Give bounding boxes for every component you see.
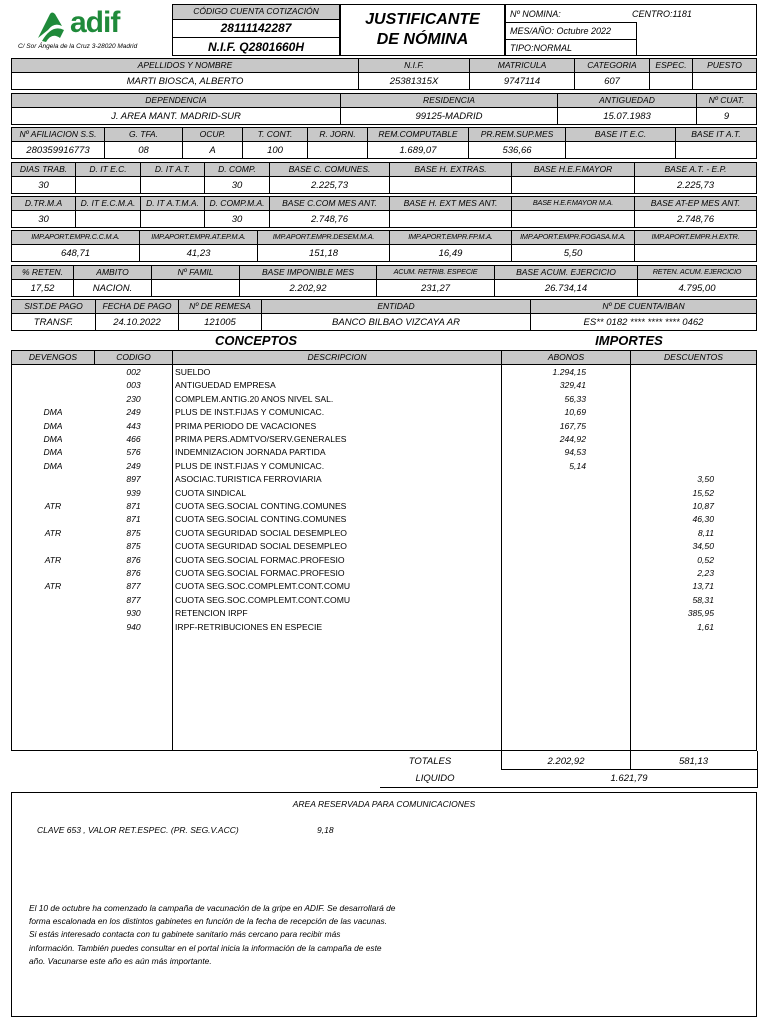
employee-espec (649, 72, 693, 90)
contributions-value: 151,18 (257, 244, 390, 262)
affiliation-value (675, 141, 757, 159)
totals-label: TOTALES (408, 756, 452, 767)
codigo-cell: 002 (126, 367, 141, 377)
table-row (0, 433, 768, 447)
devengo-cell: DMA (43, 407, 63, 418)
codigo-cell: 576 (126, 447, 141, 458)
employee-puesto (692, 72, 757, 90)
table-row (0, 393, 768, 407)
table-row (0, 460, 768, 474)
abono-cell: 1.294,15 (552, 367, 586, 377)
payment-header: FECHA DE PAGO (95, 299, 179, 314)
title-line1: JUSTIFICANTE (365, 11, 480, 28)
codigo-cell: 249 (126, 407, 141, 418)
retention-header: Nº FAMIL (151, 265, 240, 280)
abono-cell: 56,33 (564, 393, 586, 404)
days-value: 30 (204, 176, 270, 194)
message-line: Si estás interesado contacta con tu gabinete sanitario más cercano para recibir más (29, 929, 341, 940)
days-header: BASE H.E.F.MAYOR (511, 162, 635, 177)
retention-value: 26.734,14 (494, 279, 638, 297)
retention-header: BASE IMPONIBLE MES (239, 265, 377, 280)
descuento-cell: 0,52 (697, 554, 714, 565)
payment-header: SIST.DE PAGO (11, 299, 96, 314)
header-matricula: MATRICULA (469, 58, 575, 73)
affiliation-header: G. TFA. (104, 127, 183, 142)
document-title (340, 4, 505, 56)
contributions-header: IMP.APORT.EMPR.FP.M.A. (389, 230, 512, 245)
codigo-cell: 443 (126, 420, 141, 431)
header-nif: N.I.F. (358, 58, 470, 73)
descripcion-cell: IRPF-RETRIBUCIONES EN ESPECIE (175, 621, 323, 632)
affiliation-header: R. JORN. (307, 127, 368, 142)
quote-account-label: CÓDIGO CUENTA COTIZACIÓN (173, 5, 339, 20)
affiliation-value: 08 (104, 141, 183, 159)
days_ma-header: D.TR.M.A (11, 196, 76, 211)
days-header: BASE A.T. - E.P. (634, 162, 757, 177)
affiliation-header: BASE IT E.C. (565, 127, 676, 142)
table-row (0, 406, 768, 420)
contributions-value (634, 244, 757, 262)
days-value: 2.225,73 (634, 176, 757, 194)
days_ma-value: 2.748,76 (634, 210, 757, 228)
contributions-value: 41,23 (139, 244, 258, 262)
header-antiguedad: ANTIGUEDAD (557, 93, 697, 108)
days_ma-header: BASE AT-EP MES ANT. (634, 196, 757, 211)
descuento-cell: 8,11 (697, 527, 714, 538)
descripcion-cell: CUOTA SEG.SOCIAL FORMAC.PROFESIO (175, 568, 345, 578)
devengo-cell: ATR (44, 501, 62, 511)
codigo-cell: 939 (126, 487, 141, 498)
payment-value: 121005 (178, 313, 262, 331)
affiliation-value (307, 141, 368, 159)
codigo-cell: 871 (126, 514, 141, 525)
company-address: C/ Sor Ángela de la Cruz 3-28020 Madrid (18, 43, 138, 50)
communications-title: AREA RESERVADA PARA COMUNICACIONES (292, 799, 476, 809)
clave-value: 9,18 (317, 825, 334, 835)
payroll-info-box (505, 4, 757, 56)
retention-value: 4.795,00 (637, 279, 757, 297)
contributions-header: IMP.APORT.EMPR.AT.EP.M.A. (139, 230, 258, 245)
codigo-cell: 249 (126, 460, 141, 471)
table-row (0, 621, 768, 635)
descuento-cell: 15,52 (692, 487, 714, 498)
table-row (0, 513, 768, 527)
contributions-section (11, 230, 757, 263)
table-row (0, 473, 768, 487)
employee-name: MARTI BIOSCA, ALBERTO (11, 72, 359, 90)
affiliation-header: REM.COMPUTABLE (367, 127, 469, 142)
affiliation-value: 280359916773 (11, 141, 105, 159)
total-abonos: 2.202,92 (547, 756, 585, 767)
employee-matricula: 9747114 (469, 72, 575, 90)
residencia-value: 99125-MADRID (340, 107, 558, 125)
header-dependencia: DEPENDENCIA (11, 93, 341, 108)
payment-value: ES** 0182 **** **** **** 0462 (530, 313, 757, 331)
clave-line: CLAVE 653 , VALOR RET.ESPEC. (PR. SEG.V.ACC) (37, 825, 239, 835)
days-header: D. COMP. (204, 162, 270, 177)
campaign-message (29, 902, 395, 968)
table-row (0, 580, 768, 594)
descripcion-cell: CUOTA SEG.SOC.COMPLEMT.CONT.COMU (175, 581, 351, 592)
table-row (0, 527, 768, 541)
affiliation-value: 536,66 (468, 141, 566, 159)
days-header: D. IT A.T. (140, 162, 205, 177)
table-row (0, 446, 768, 460)
descuento-cell: 13,71 (692, 581, 714, 592)
liquido-value: 1.621,79 (610, 773, 648, 784)
contributions-header: IMP.APORT.EMPR.C.C.M.A. (11, 230, 140, 245)
employee-section (11, 58, 757, 90)
antiguedad-value: 15.07.1983 (557, 107, 697, 125)
days_ma-value (140, 210, 205, 228)
table-row (0, 366, 768, 380)
days_ma-header: BASE C.COM MES ANT. (269, 196, 390, 211)
employee-categoria: 607 (574, 72, 650, 90)
message-line: información. También puedes consultar en el portal inicia la información de la campaña de este (29, 942, 382, 953)
title-line2: DE NÓMINA (376, 31, 469, 48)
payment-value: BANCO BILBAO VIZCAYA AR (261, 313, 531, 331)
codigo-cell: 230 (126, 393, 141, 404)
amounts-title: IMPORTES (595, 333, 663, 348)
descripcion-cell: INDEMNIZACION JORNADA PARTIDA (175, 447, 326, 458)
abono-cell: 94,53 (564, 447, 586, 458)
codigo-cell: 871 (126, 501, 141, 511)
communications-box (11, 792, 757, 1017)
codigo-cell: 003 (126, 380, 141, 391)
descripcion-cell: CUOTA SEGURIDAD SOCIAL DESEMPLEO (175, 527, 347, 538)
days_ma-section (11, 196, 757, 229)
days-value (140, 176, 205, 194)
descripcion-cell: PRIMA PERS.ADMTVO/SERV.GENERALES (175, 434, 347, 444)
descuento-cell: 58,31 (692, 594, 714, 605)
table-row (0, 554, 768, 568)
affiliation-header: BASE IT A.T. (675, 127, 757, 142)
abono-cell: 244,92 (559, 434, 586, 444)
affiliation-value: A (182, 141, 243, 159)
affiliation-header: T. CONT. (242, 127, 308, 142)
payment-value: TRANSF. (11, 313, 96, 331)
retention-section (11, 265, 757, 298)
codigo-cell: 877 (126, 594, 141, 605)
company-nif: N.I.F. Q2801660H (207, 40, 305, 54)
total-descuentos: 581,13 (678, 756, 709, 767)
descripcion-cell: PLUS DE INST.FIJAS Y COMUNICAC. (175, 407, 325, 418)
days_ma-header: BASE H.E.F.MAYOR M.A. (511, 196, 635, 211)
descripcion-cell: ANTIGUEDAD EMPRESA (175, 380, 276, 391)
contributions-value: 5,50 (511, 244, 635, 262)
affiliation-value: 1.689,07 (367, 141, 469, 159)
table-row (0, 487, 768, 501)
contributions-header: IMP.APORT.EMPR.H.EXTR. (634, 230, 757, 245)
abono-cell: 167,75 (559, 420, 586, 431)
descuento-cell: 10,87 (692, 501, 714, 511)
payment-header: ENTIDAD (261, 299, 531, 314)
table-row (0, 379, 768, 393)
retention-value: 17,52 (11, 279, 74, 297)
table-row (0, 567, 768, 581)
centro-label: CENTRO:1181 (632, 9, 692, 19)
employee-nif: 25381315X (358, 72, 470, 90)
col-devengos: DEVENGOS (11, 350, 95, 365)
retention-value: 231,27 (376, 279, 495, 297)
header-residencia: RESIDENCIA (340, 93, 558, 108)
descripcion-cell: CUOTA SEGURIDAD SOCIAL DESEMPLEO (175, 541, 347, 552)
days-value: 2.225,73 (269, 176, 390, 194)
codigo-cell: 875 (126, 527, 141, 538)
contributions-header: IMP.APORT.EMPR.DESEM.M.A. (257, 230, 390, 245)
table-row (0, 540, 768, 554)
codigo-cell: 875 (126, 541, 141, 552)
descuento-cell: 2,23 (697, 568, 714, 578)
descuento-cell: 3,50 (697, 474, 714, 485)
message-line: año. Vacunarse este año es aún más importante. (29, 955, 212, 966)
days-section (11, 162, 757, 195)
retention-header: RETEN. ACUM. EJERCICIO (637, 265, 757, 280)
month-year-label: MES/AÑO: Octubre 2022 (510, 26, 612, 36)
retention-header: BASE ACUM. EJERCICIO (494, 265, 638, 280)
logo-text: adif (70, 6, 120, 39)
descuento-cell: 385,95 (687, 608, 714, 619)
affiliation-header: PR.REM.SUP.MES (468, 127, 566, 142)
days-value (389, 176, 512, 194)
header-puesto: PUESTO (692, 58, 757, 73)
descripcion-cell: SUELDO (175, 367, 211, 377)
days_ma-header: BASE H. EXT MES ANT. (389, 196, 512, 211)
days_ma-header: D. IT A.T.M.A. (140, 196, 205, 211)
payment-header: Nº DE REMESA (178, 299, 262, 314)
days_ma-value (389, 210, 512, 228)
days-header: BASE H. EXTRAS. (389, 162, 512, 177)
retention-value: NACION. (73, 279, 152, 297)
payroll-type-label: TIPO:NORMAL (510, 43, 573, 53)
codigo-cell: 876 (126, 554, 141, 565)
payment-header: Nº DE CUENTA/IBAN (530, 299, 757, 314)
codigo-cell: 876 (126, 568, 141, 578)
days-header: DIAS TRAB. (11, 162, 76, 177)
payment-value: 24.10.2022 (95, 313, 179, 331)
days_ma-value: 30 (11, 210, 76, 228)
codigo-cell: 940 (126, 621, 141, 632)
nomina-label: Nº NOMINA: (510, 9, 561, 19)
contributions-value: 648,71 (11, 244, 140, 262)
col-descripcion: DESCRIPCION (172, 350, 502, 365)
col-codigo: CODIGO (94, 350, 173, 365)
devengo-cell: ATR (44, 527, 62, 538)
descripcion-cell: COMPLEM.ANTIG.20 ANOS NIVEL SAL. (175, 393, 334, 404)
retention-value (151, 279, 240, 297)
quote-account-box (172, 4, 340, 56)
location-section (11, 93, 757, 125)
descuento-cell: 1,61 (697, 621, 714, 632)
descuento-cell: 46,30 (692, 514, 714, 525)
descripcion-cell: ASOCIAC.TURISTICA FERROVIARIA (175, 474, 322, 485)
header-name: APELLIDOS Y NOMBRE (11, 58, 359, 73)
contributions-value: 16,49 (389, 244, 512, 262)
abono-cell: 10,69 (564, 407, 586, 418)
col-abonos: ABONOS (501, 350, 631, 365)
liquido-label: LIQUIDO (415, 773, 455, 784)
devengo-cell: ATR (44, 581, 62, 592)
affiliation-header: Nº AFILIACION S.S. (11, 127, 105, 142)
message-line: forma escalonada en los distintos gabinetes en función de la fecha de recepción de las vacunas. (29, 916, 388, 927)
devengo-cell: DMA (43, 447, 63, 458)
descripcion-cell: CUOTA SEG.SOCIAL CONTING.COMUNES (175, 514, 347, 525)
codigo-cell: 466 (126, 434, 141, 444)
table-row (0, 607, 768, 621)
days-value (511, 176, 635, 194)
descripcion-cell: PRIMA PERIODO DE VACACIONES (175, 420, 317, 431)
affiliation-section (11, 127, 757, 160)
days_ma-header: D. IT E.C.M.A. (75, 196, 141, 211)
affiliation-header: OCUP. (182, 127, 243, 142)
codigo-cell: 897 (126, 474, 141, 485)
descripcion-cell: PLUS DE INST.FIJAS Y COMUNICAC. (175, 460, 325, 471)
retention-header: % RETEN. (11, 265, 74, 280)
header-espec: ESPEC. (649, 58, 693, 73)
abono-cell: 5,14 (569, 460, 586, 471)
cuat-value: 9 (696, 107, 757, 125)
retention-header: ACUM. RETRIB. ESPECIE (376, 265, 495, 280)
payment-section (11, 299, 757, 332)
quote-account-value: 28111142287 (173, 20, 339, 38)
contributions-header: IMP.APORT.EMPR.FOGASA.M.A. (511, 230, 635, 245)
days_ma-value (511, 210, 635, 228)
affiliation-value (565, 141, 676, 159)
retention-header: AMBITO (73, 265, 152, 280)
days-header: BASE C. COMUNES. (269, 162, 390, 177)
codigo-cell: 877 (126, 581, 141, 592)
devengo-cell: DMA (43, 434, 63, 444)
message-line: El 10 de octubre ha comenzado la campaña de vacunación de la gripe en ADIF. Se desarrollará de (29, 903, 396, 913)
days_ma-value: 2.748,76 (269, 210, 390, 228)
descripcion-cell: CUOTA SEG.SOC.COMPLEMT.CONT.COMU (175, 594, 351, 605)
abono-cell: 329,41 (559, 380, 586, 391)
retention-value: 2.202,92 (239, 279, 377, 297)
days_ma-header: D. COMP.M.A. (204, 196, 270, 211)
concepts-title: CONCEPTOS (214, 333, 298, 348)
codigo-cell: 930 (126, 608, 141, 619)
devengo-cell: DMA (43, 420, 63, 431)
devengo-cell: ATR (44, 554, 62, 565)
days_ma-value: 30 (204, 210, 270, 228)
days-header: D. IT E.C. (75, 162, 141, 177)
affiliation-value: 100 (242, 141, 308, 159)
descripcion-cell: CUOTA SINDICAL (175, 487, 246, 498)
company-logo (34, 8, 159, 44)
days_ma-value (75, 210, 141, 228)
days-value: 30 (11, 176, 76, 194)
days-value (75, 176, 141, 194)
table-row (0, 500, 768, 514)
table-row (0, 420, 768, 434)
descripcion-cell: CUOTA SEG.SOCIAL CONTING.COMUNES (175, 501, 347, 511)
descripcion-cell: CUOTA SEG.SOCIAL FORMAC.PROFESIO (175, 554, 345, 565)
header-categoria: CATEGORIA (574, 58, 650, 73)
devengo-cell: DMA (43, 460, 63, 471)
descuento-cell: 34,50 (692, 541, 714, 552)
col-descuentos: DESCUENTOS (630, 350, 757, 365)
descripcion-cell: RETENCION IRPF (175, 608, 248, 619)
header-cuat: Nº CUAT. (696, 93, 757, 108)
dependencia-value: J. AREA MANT. MADRID-SUR (11, 107, 341, 125)
table-row (0, 594, 768, 608)
